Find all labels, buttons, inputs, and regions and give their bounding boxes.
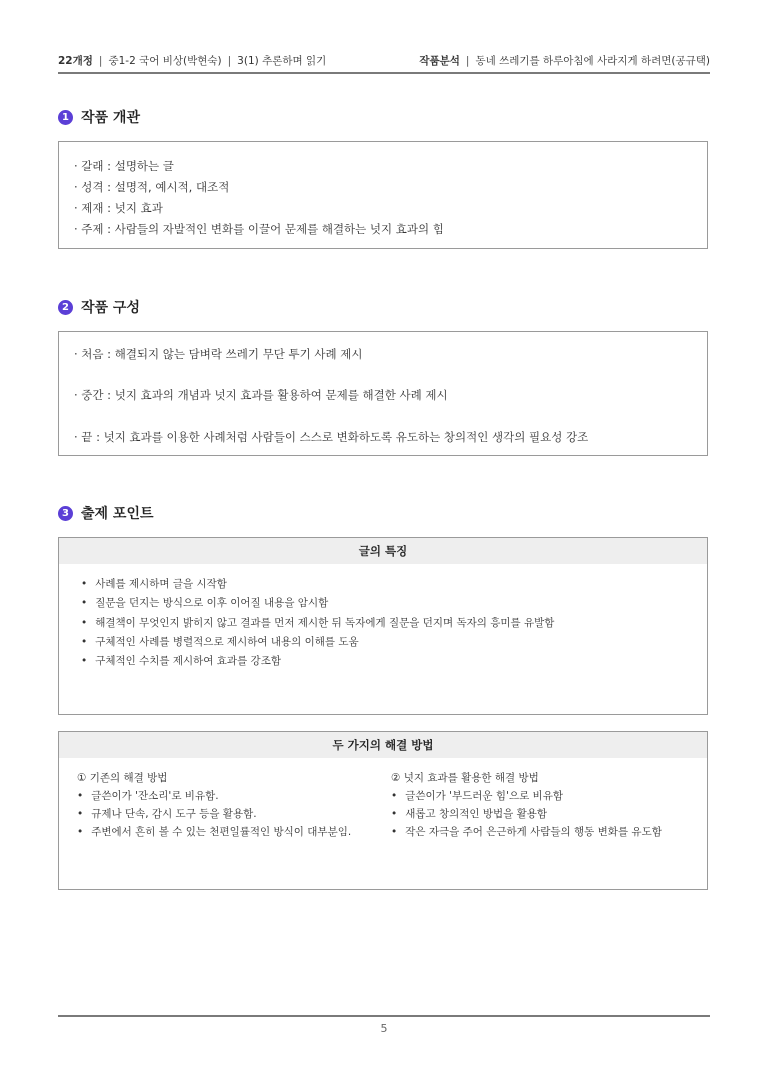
section-2-heading: 작품 구성 (81, 300, 140, 316)
list-item: • 작은 자극을 주어 은근하게 사람들의 행동 변화를 유도함 (391, 824, 662, 842)
section-3-heading: 출제 포인트 (81, 506, 154, 522)
structure-beginning: · 처음 : 해결되지 않는 담벼락 쓰레기 무단 투기 사례 제시 (74, 347, 363, 361)
header-separator: | (98, 55, 103, 67)
structure-middle: · 중간 : 넛지 효과의 개념과 넛지 효과를 활용하여 문제를 해결한 사례 제시 (74, 388, 448, 402)
header-separator: | (227, 55, 232, 67)
list-item: • 새롭고 창의적인 방법을 활용함 (391, 806, 662, 824)
header-right (419, 53, 710, 68)
list-item: • 질문을 던지는 방식으로 이후 이어질 내용을 암시함 (81, 595, 554, 614)
section-1-title (58, 107, 140, 127)
list-item: • 글쓴이가 '부드러운 힘'으로 비유함 (391, 788, 662, 806)
list-item: • 글쓴이가 '잔소리'로 비유함. (77, 788, 351, 806)
overview-box (58, 141, 708, 249)
footer-rule (58, 1015, 710, 1017)
overview-theme: · 주제 : 사람들의 자발적인 변화를 이끌어 문제를 해결하는 넛지 효과의 힘 (74, 222, 444, 236)
header-left (58, 53, 326, 68)
overview-character: · 성격 : 설명적, 예시적, 대조적 (74, 180, 230, 194)
page-header (58, 50, 710, 74)
section-2-title (58, 297, 140, 317)
features-heading: 글의 특징 (59, 538, 707, 564)
structure-end: · 끝 : 넛지 효과를 이용한 사례처럼 사람들이 스스로 변화하도록 유도하는 창의적인 생각의 필요성 강조 (74, 430, 589, 444)
methods-left-column (77, 770, 351, 842)
header-separator: | (465, 55, 470, 67)
header-work-title: 동네 쓰레기를 하루아침에 사라지게 하려면(공규택) (475, 55, 710, 67)
structure-box (58, 331, 708, 456)
features-list (81, 576, 554, 672)
overview-genre: · 갈래 : 설명하는 글 (74, 159, 174, 173)
section-number-badge: 2 (58, 300, 73, 315)
page-number: 5 (380, 1022, 388, 1035)
methods-left-title: ① 기존의 해결 방법 (77, 772, 168, 784)
list-item: • 구체적인 수치를 제시하여 효과를 강조함 (81, 653, 554, 672)
section-number-badge: 1 (58, 110, 73, 125)
header-analysis-label: 작품분석 (419, 55, 460, 67)
header-unit: 3(1) 추론하며 읽기 (237, 55, 327, 67)
list-item: • 규제나 단속, 감시 도구 등을 활용함. (77, 806, 351, 824)
header-course: 중1-2 국어 비상(박현숙) (108, 55, 222, 67)
section-3-title (58, 503, 154, 523)
methods-left-list (77, 788, 351, 842)
methods-heading: 두 가지의 해결 방법 (59, 732, 707, 758)
section-number-badge: 3 (58, 506, 73, 521)
list-item: • 주변에서 흔히 볼 수 있는 천편일률적인 방식이 대부분임. (77, 824, 351, 842)
header-edition: 22개정 (58, 55, 93, 67)
list-item: • 사례를 제시하며 글을 시작함 (81, 576, 554, 595)
methods-right-title: ② 넛지 효과를 활용한 해결 방법 (391, 772, 539, 784)
list-item: • 구체적인 사례를 병렬적으로 제시하여 내용의 이해를 도움 (81, 634, 554, 653)
list-item: • 해결책이 무엇인지 밝히지 않고 결과를 먼저 제시한 뒤 독자에게 질문을 던지며 독자의 흥미를 유발함 (81, 615, 554, 634)
section-1-heading: 작품 개관 (81, 110, 140, 126)
overview-subject: · 제재 : 넛지 효과 (74, 201, 163, 215)
methods-box (58, 731, 708, 890)
methods-right-list (391, 788, 662, 842)
methods-right-column (391, 770, 662, 842)
features-box (58, 537, 708, 715)
